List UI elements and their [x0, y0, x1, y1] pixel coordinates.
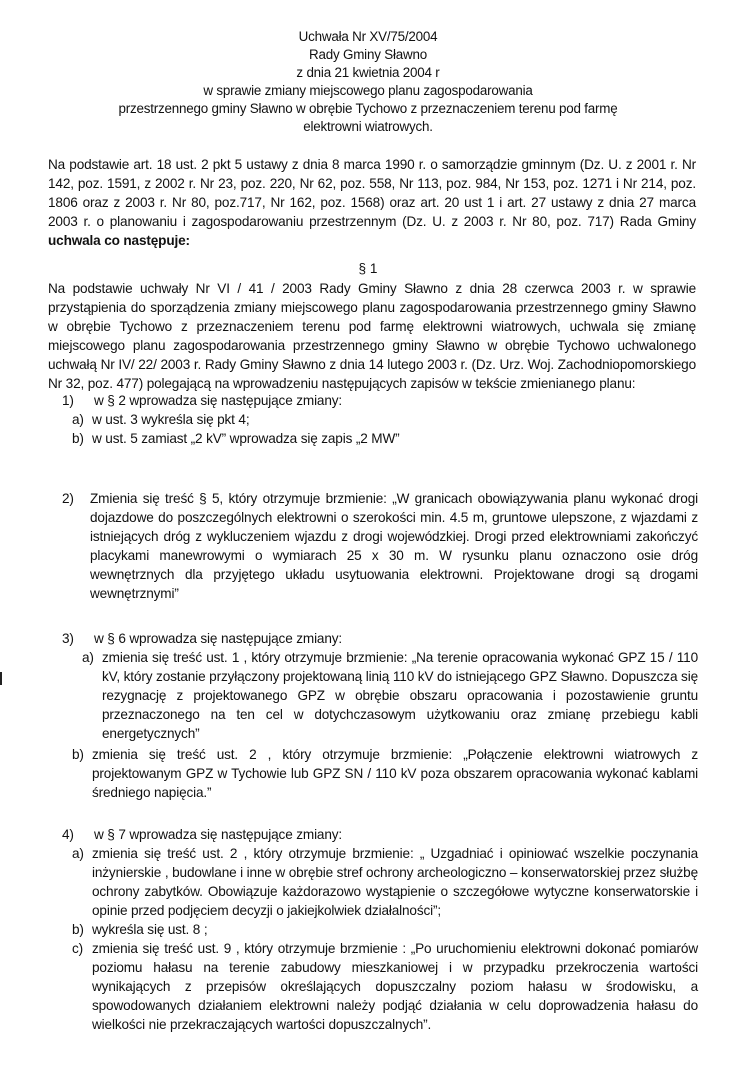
section-1-heading: § 1: [358, 261, 378, 276]
sub-letter: b): [72, 431, 84, 446]
item-number: 4): [62, 827, 74, 842]
sub-letter: b): [72, 747, 84, 762]
sub-letter: a): [72, 412, 84, 427]
sub-text: zmienia się treść ust. 9 , który otrzymuje brzmienie : „Po uruchomieniu elektrowni dokonać pomiarów poziomu hałasu na terenie zabudowy mieszkaniowej i w przypadku przekroczenia wartości wynikających z przepisów określających dopuszczalny poziom hałasu w środowisku, a spowodowanych działaniem elektrowni należy podjąć działania w celu doprowadzenia hałasu do wielkości nie przekraczających wartości dopuszczalnych”.: [92, 941, 698, 1032]
sub-letter: c): [72, 941, 84, 956]
resolution-date: z dnia 21 kwietnia 2004 r: [296, 65, 440, 80]
list-item-4: [62, 825, 698, 1034]
subject-line-2: przestrzennego gminy Sławno w obrębie Tychowo z przeznaczeniem terenu pod farmę: [118, 101, 618, 116]
list-item-1: [62, 391, 698, 448]
resolution-number: Uchwała Nr XV/75/2004: [298, 29, 438, 44]
item-text: Zmienia się treść § 5, który otrzymuje brzmienie: „W granicach obowiązywania planu wykonać drogi dojazdowe do poszczególnych elektrowni o szerokości min. 4.5 m, gruntowe ulepszone, z wjazdami z istniejących dróg z wykluczeniem wjazdu z drogi wojewódzkiej. Drogi przed elektrowniami zakończyć placykami manewrowymi o wymiarach 25 x 30 m. W rysunku planu oznaczono osie dróg wewnętrznych dla przyjętego układu usytuowania elektrowni. Projektowane drogi są drogami wewnętrznymi”: [90, 491, 698, 601]
scan-artifact-mark: [0, 672, 2, 685]
legal-basis-paragraph: [48, 155, 696, 250]
sub-text: w ust. 5 zamiast „2 kV” wprowadza się zapis „2 MW”: [92, 431, 400, 446]
list-item-3: [62, 629, 698, 802]
resolves-phrase: uchwala co następuje:: [48, 233, 190, 248]
issuing-body: Rady Gminy Sławno: [309, 47, 427, 62]
sub-text: zmienia się treść ust. 2 , który otrzymuje brzmienie: „Połączenie elektrowni wiatrowych z projektowanym GPZ w Tychowie lub GPZ SN / 110 kV poza obszarem opracowania wykonać kablami średniego napięcia.”: [92, 747, 698, 800]
item-text: w § 2 wprowadza się następujące zmiany:: [94, 393, 343, 408]
item-text: w § 7 wprowadza się następujące zmiany:: [94, 827, 343, 842]
item-number: 3): [62, 631, 74, 646]
item-text: w § 6 wprowadza się następujące zmiany:: [94, 631, 343, 646]
sub-letter: b): [72, 922, 84, 937]
sub-letter: a): [72, 846, 84, 861]
subject-line-3: elektrowni wiatrowych.: [303, 119, 433, 134]
sub-text: w ust. 3 wykreśla się pkt 4;: [92, 412, 250, 427]
item-number: 1): [62, 393, 74, 408]
section-1-paragraph: Na podstawie uchwały Nr VI / 41 / 2003 Rady Gminy Sławno z dnia 28 czerwca 2003 r. w sprawie przystąpienia do sporządzenia zmiany miejscowego planu zagospodarowania przestrzennego gminy Sławno w obrębie Tychowo z przeznaczeniem terenu pod farmę elektrowni wiatrowych, uchwala się zmianę miejscowego planu zagospodarowania przestrzennego gminy Sławno w obrębie Tychowo uchwalonego uchwałą Nr IV/ 22/ 2003 r. Rady Gminy Sławno z dnia 14 lutego 2003 r. (Dz. Urz. Woj. Zachodniopomorskiego Nr 32, poz. 477) polegającą na wprowadzeniu następujących zapisów w tekście zmienianego planu:: [48, 281, 696, 391]
item-number: 2): [62, 491, 74, 506]
resolution-header: [0, 28, 736, 136]
sub-text: zmienia się treść ust. 1 , który otrzymuje brzmienie: „Na terenie opracowania wykonać GPZ 15 / 110 kV, który zostanie przyłączony projektowaną linią 110 kV do istniejącego GPZ Sławno. Dopuszcza się rezygnację z projektowanego GPZ w obrębie obszaru opracowania i pozostawienie gruntu przeznaczonego na ten cel w dotychczasowym użytkowaniu oraz zmianę przebiegu kabli energetycznych”: [102, 650, 698, 741]
sub-text: wykreśla się ust. 8 ;: [92, 922, 208, 937]
subject-line-1: w sprawie zmiany miejscowego planu zagospodarowania: [203, 83, 533, 98]
sub-letter: a): [82, 650, 94, 665]
list-item-2: [62, 489, 698, 603]
sub-text: zmienia się treść ust. 2 , który otrzymuje brzmienie: „ Uzgadniać i opiniować wszelkie poczynania inżynierskie , budowlane i inne w obrębie stref ochrony archeologiczno – konserwatorskiej przez służbę ochrony zabytków. Obowiązuje każdorazowo wystąpienie o szczegółowe wytyczne konserwatorskie i opinie przed podjęciem decyzji o jakiejkolwiek działalności”;: [92, 846, 698, 918]
legal-basis-text: Na podstawie art. 18 ust. 2 pkt 5 ustawy z dnia 8 marca 1990 r. o samorządzie gminnym (Dz. U. z 2001 r. Nr 142, poz. 1591, z 2002 r. Nr 23, poz. 220, Nr 62, poz. 558, Nr 113, poz. 984, Nr 153, poz. 1271 i Nr 214, poz. 1806 oraz z 2003 r. Nr 80, poz.717, Nr 162, poz. 1568) oraz art. 20 ust 1 i art. 27 ustawy z dnia 27 marca 2003 r. o planowaniu i zagospodarowaniu przestrzennym (Dz. U. z 2003 r. Nr 80, poz. 717) Rada Gminy: [48, 157, 696, 229]
